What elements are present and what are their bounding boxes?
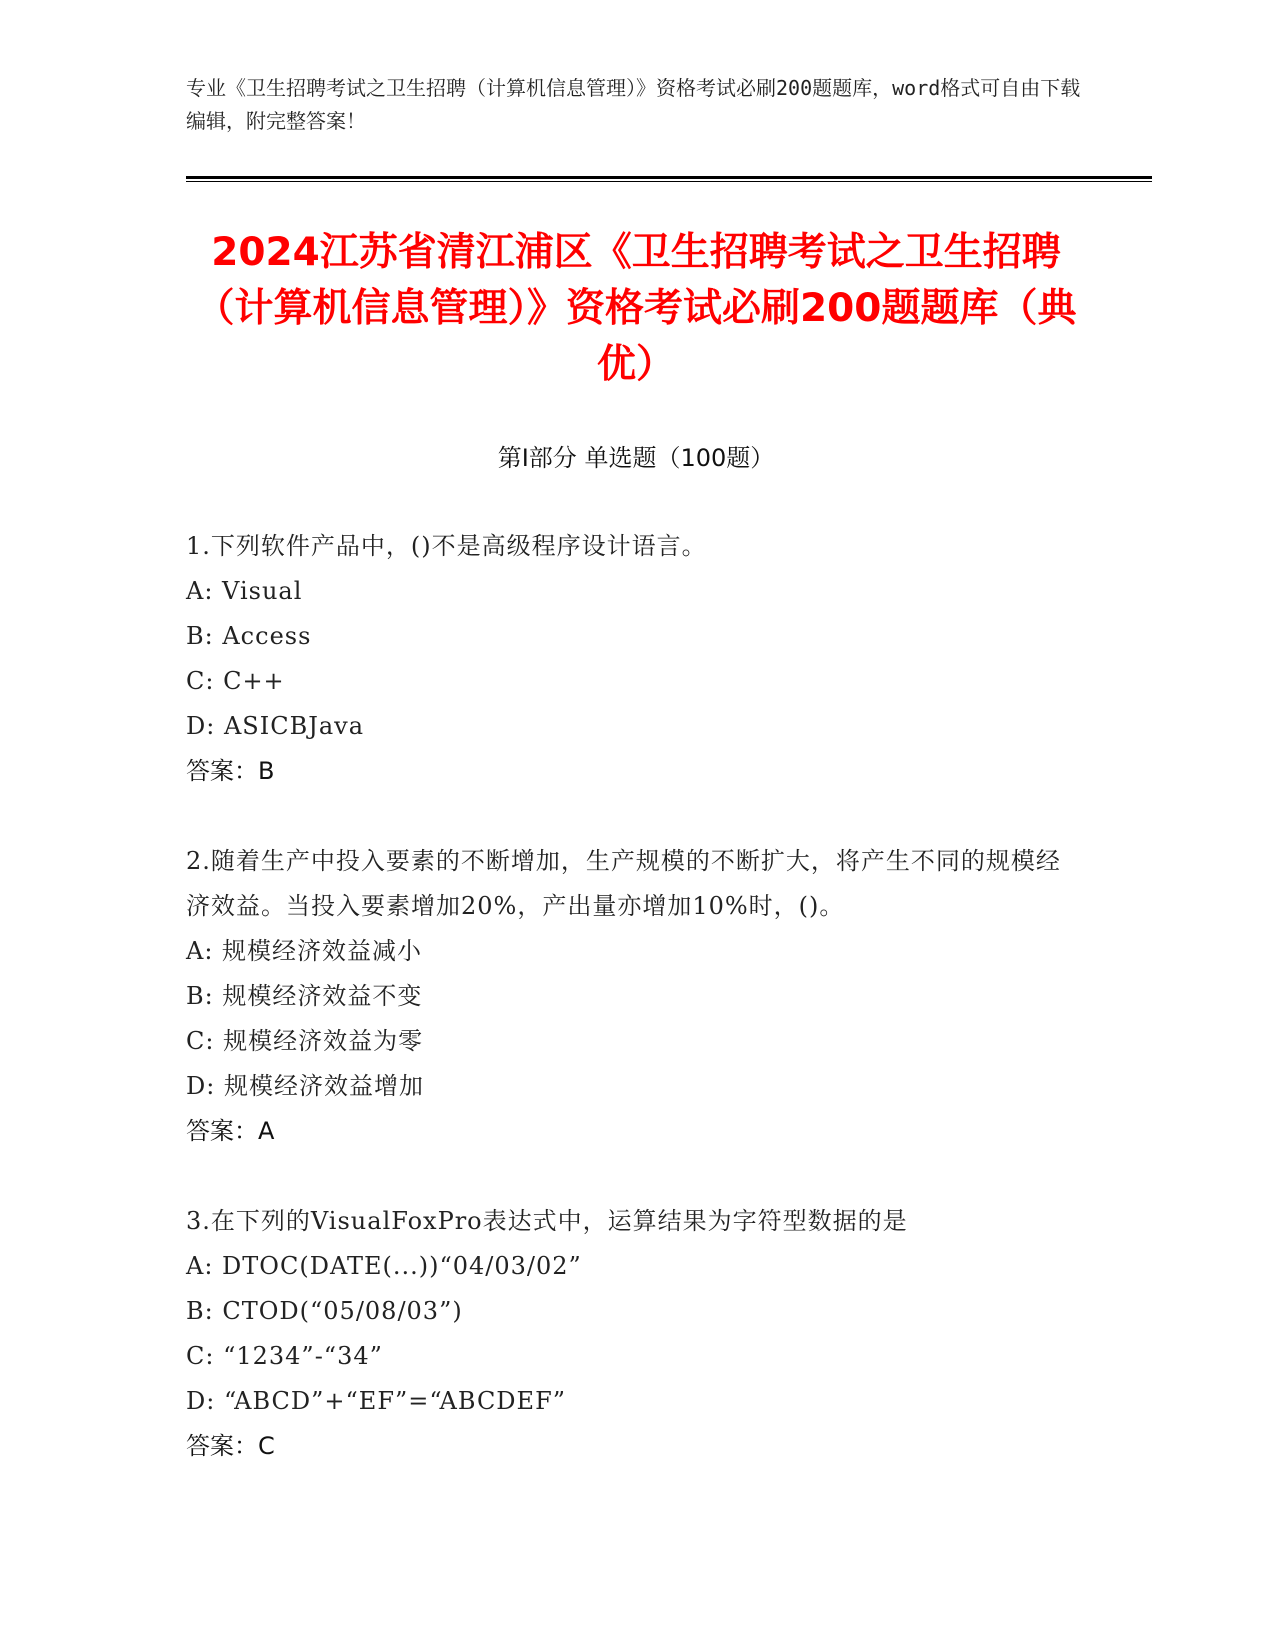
option-c: C: “1234”-“34” (186, 1342, 383, 1370)
option-b: B: 规模经济效益不变 (186, 982, 423, 1010)
question-list (186, 524, 1066, 1514)
answer: 答案：C (186, 1432, 275, 1460)
header-rule-thin (186, 181, 1152, 182)
option-a: A: Visual (186, 577, 303, 605)
option-b: B: Access (186, 622, 312, 650)
option-d: D: “ABCD”+“EF”=“ABCDEF” (186, 1387, 566, 1415)
header-rule-thick (186, 176, 1152, 179)
option-b: B: CTOD(“05/08/03”) (186, 1297, 463, 1325)
question-3 (186, 1199, 1066, 1469)
question-2 (186, 839, 1066, 1154)
answer: 答案：B (186, 757, 275, 785)
answer: 答案：A (186, 1117, 275, 1145)
option-d: D: ASICBJava (186, 712, 365, 740)
section-heading: 第I部分 单选题（100题） (497, 444, 775, 472)
option-a: A: DTOC(DATE(...))“04/03/02” (186, 1252, 582, 1280)
question-stem: 2.随着生产中投入要素的不断增加，生产规模的不断扩大，将产生不同的规模经济效益。当投入要素增加20%，产出量亦增加10%时，()。 (186, 847, 1061, 920)
question-stem: 3.在下列的VisualFoxPro表达式中，运算结果为字符型数据的是 (186, 1207, 908, 1235)
option-a: A: 规模经济效益减小 (186, 937, 423, 965)
question-1 (186, 524, 1066, 794)
document-title: 2024江苏省清江浦区《卫生招聘考试之卫生招聘（计算机信息管理）》资格考试必刷200题题库（典优） (195, 230, 1077, 387)
header-note: 专业《卫生招聘考试之卫生招聘（计算机信息管理）》资格考试必刷200题题库，word格式可自由下载编辑，附完整答案！ (186, 76, 1081, 133)
option-d: D: 规模经济效益增加 (186, 1072, 424, 1100)
option-c: C: C++ (186, 667, 285, 695)
option-c: C: 规模经济效益为零 (186, 1027, 424, 1055)
question-stem: 1.下列软件产品中，()不是高级程序设计语言。 (186, 532, 707, 560)
